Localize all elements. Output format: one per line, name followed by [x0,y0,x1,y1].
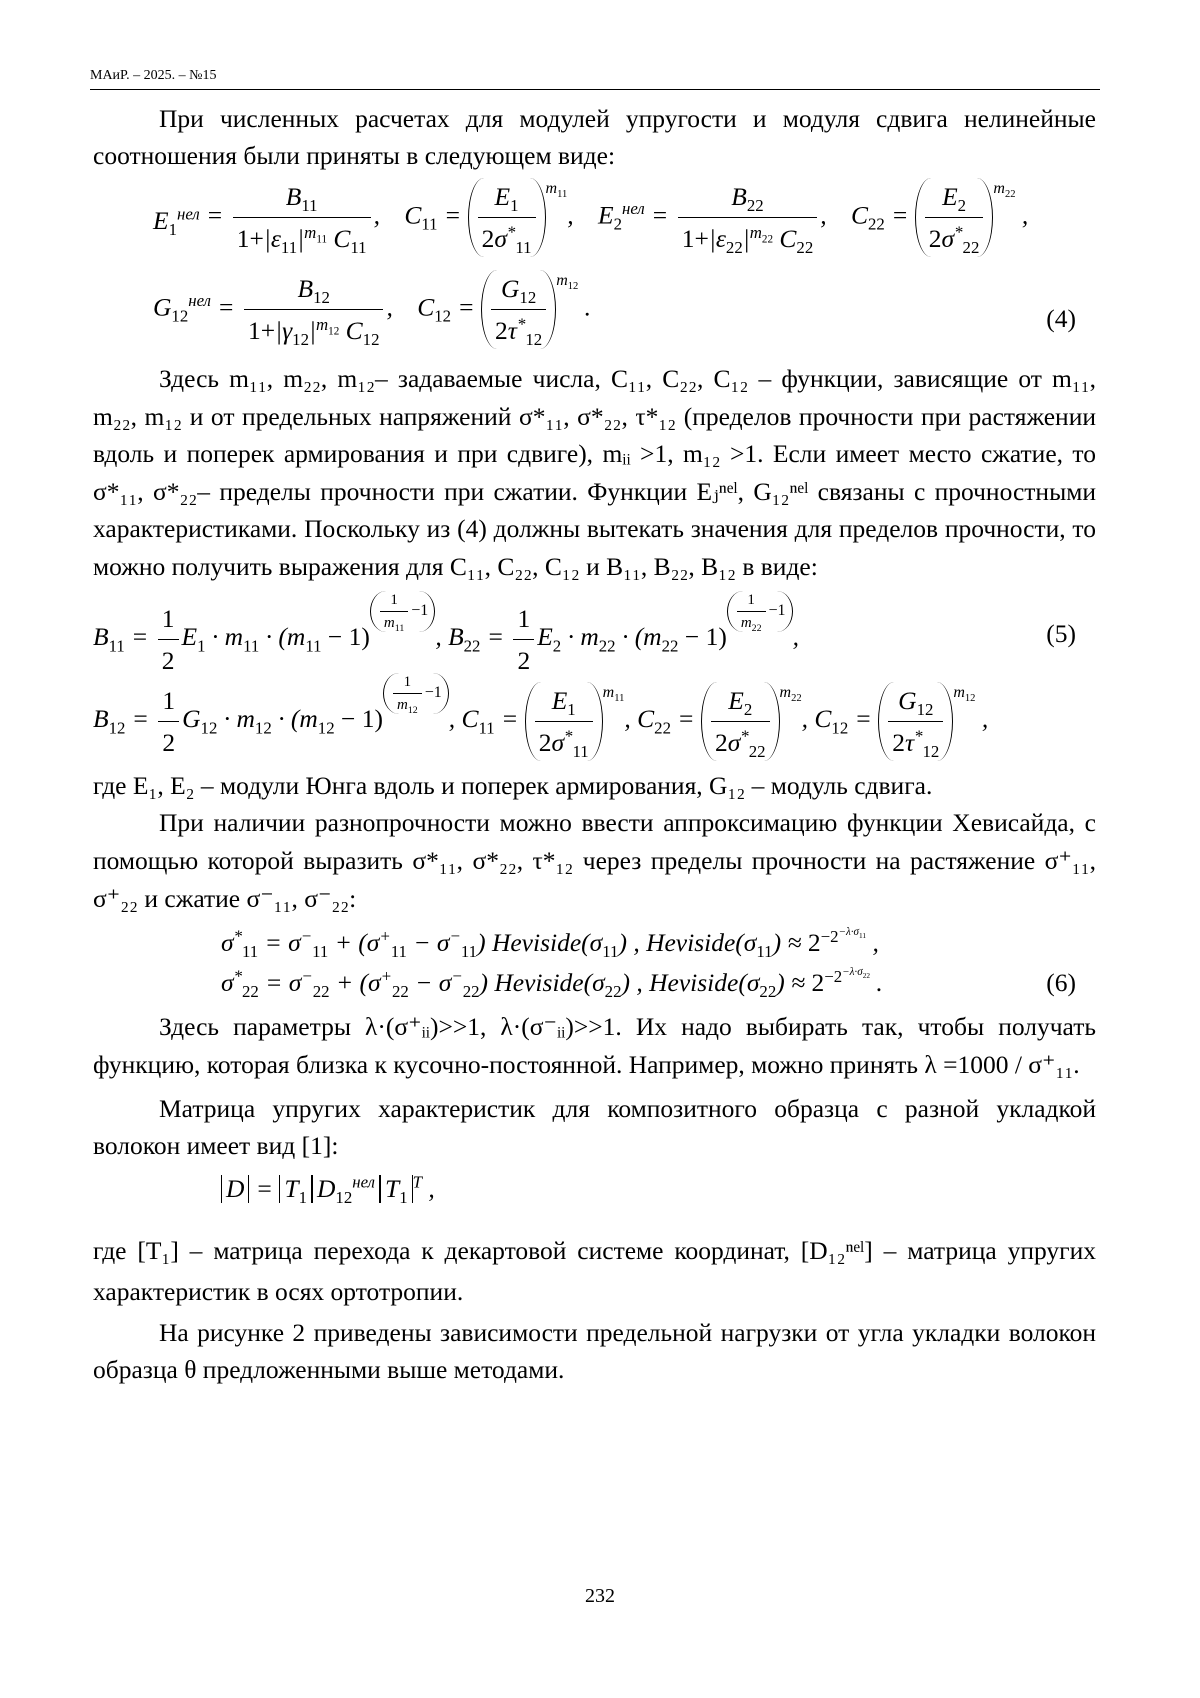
equation-number-6: (6) [1046,968,1076,997]
paragraph-7: где [T₁] – матрица перехода к декартовой системе координат, [D₁₂ⁿᵉˡ] – матрица упругих характеристик в осях ортотропии. [93,1236,1096,1306]
paragraph-5: Здесь параметры λ·(σ⁺ᵢᵢ)>>1, λ·(σ⁻ᵢᵢ)>>1. Их надо выбирать так, чтобы получать функцию, которая близка к кусочно-постоянной. Например, можно принять λ =1000 / σ⁺₁₁. [93,1012,1096,1079]
header-rule [90,89,1100,90]
equation-4-line-2: $G_{12}^{нел}$ = $\frac{B_{12}}{1+|\gamma_{12}|^{m_{12}} C_{12}}$ , $C_{12}$ = $\frac{G_{12}}{2\tau^*_{12}}$ $m_{12}$ . (4) [93,270,1096,360]
page-number: 232 [585,1585,615,1607]
paragraph-8: На рисунке 2 приведены зависимости предельной нагрузки от угла укладки волокон образца θ предложенными выше методами. [93,1318,1096,1384]
paragraph-3: где E₁, E₂ – модули Юнга вдоль и поперек армирования, G₁₂ – модуль сдвига. [93,771,933,800]
paragraph-2: Здесь m₁₁, m₂₂, m₁₂– задаваемые числа, C₁₁, C₂₂, C₁₂ – функции, зависящие от m₁₁, m₂₂, m₁₂ и от предельных напряжений σ*₁₁, σ*₂₂, τ*₁₂ (пределов прочности при растяжении вдоль и поперек армирования и при сдвиге), mᵢᵢ >1, m₁₂ >1. Если имеет место сжатие, то σ*₁₁, σ*₂₂– пределы прочности при сжатии. Функции Eⱼⁿᵉˡ, G₁₂ⁿᵉˡ связаны с прочностными характеристиками. Поскольку из (4) должны вытекать значения для пределов прочности, то можно получить выражения для C₁₁, C₂₂, C₁₂ и B₁₁, B₂₂, B₁₂ в виде: [93,364,1096,581]
paragraph-4: При наличии разнопрочности можно ввести аппроксимацию функции Хевисайда, с помощью которой выразить σ*₁₁, σ*₂₂, τ*₁₂ через пределы прочности на растяжение σ⁺₁₁, σ⁺₂₂ и сжатие σ⁻₁₁, σ⁻₂₂: [93,808,1096,913]
equation-number-5: (5) [1046,619,1076,648]
paragraph-1: При численных расчетах для модулей упругости и модуля сдвига нелинейные соотношения были приняты в следующем виде: [93,104,1096,170]
equation-5-line-2: $B_{12}$ = $\frac{1}{2}$ $G_{12} \cdot m_{12} \cdot (m_{12} - 1)$ $\frac{1}{m_{12}}$ −1, $C_{11}$ = $\frac{E_1}{2\sigma^*_{11}}$ $m_{11}$, $C_{22}$ = $\frac{E_2}{2\sigma^*_{22}}$ $m_{22}$, $C_{12}$ = $\frac{G_{12}}{2\tau^*_{12}}$ $m_{12}$ , [93,674,989,761]
equation-5-line-1: $B_{11}$ = $\frac{1}{2}$ $E_1 \cdot m_{11} \cdot (m_{11} - 1)$ $\frac{1}{m_{11}}$ −1, $B_{22}$ = $\frac{1}{2}$ $E_2 \cdot m_{22} \cdot (m_{22} - 1)$ $\frac{1}{m_{22}}$ −1, (5) [93,592,1076,675]
page-body [93,100,1096,1388]
equation-6-line-2: $\sigma^*_{22} = \sigma^-_{22} + (\sigma^+_{22} - \sigma^-_{22})$ $Heviside(\sigma_{22})$ , $Heviside(\sigma_{22}) \approx 2^{-2^{-\lambda\cdot\sigma_{22}}}$ . (6) [221,965,1076,1002]
equation-6-line-1: $\sigma^*_{11} = \sigma^-_{11} + (\sigma^+_{11} - \sigma^-_{11})$ $Heviside(\sigma_{11})$ , $Heviside(\sigma_{11}) \approx 2^{-2^{-\lambda\cdot\sigma_{11}}}$ , [221,925,879,962]
equation-number-4: (4) [1046,304,1076,333]
equation-matrix: $D = T_1$ $D_{12}^{нел}$ $T_1^T$ , [93,1170,1096,1220]
equation-4-line-1: $E_1^{нел}$ = $\frac{B_{11}}{1+|\varepsilon_{11}|^{m_{11}} C_{11}}$ , $C_{11}$ = $\frac{E_1}{2\sigma^*_{11}}$ $m_{11}$, $E_2^{нел}$ = $\frac{B_{22}}{1+|\varepsilon_{22}|^{m_{22}} C_{22}}$ , $C_{22}$ = $\frac{E_2}{2\sigma^*_{22}}$ $m_{22}$ , [93,178,1096,270]
running-header: МАиР. – 2025. – №15 [90,68,217,83]
paragraph-6: Матрица упругих характеристик для композитного образца с разной укладкой волокон имеет вид [1]: [93,1094,1096,1160]
